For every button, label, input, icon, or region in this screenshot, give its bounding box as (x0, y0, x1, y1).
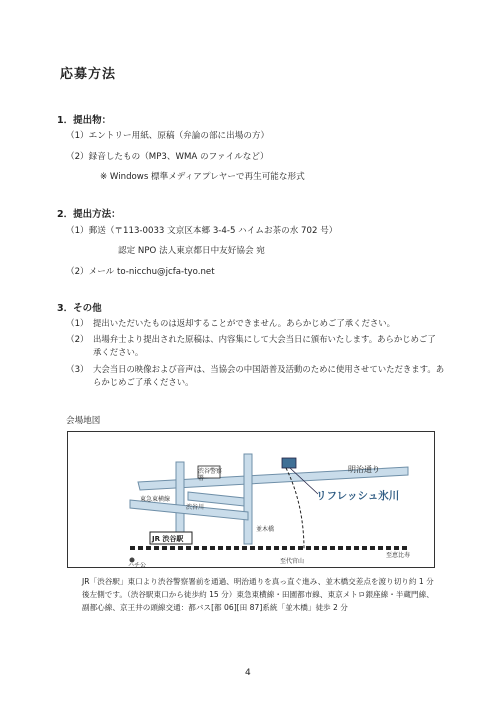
section2-item1b: 認定 NPO 法人東京都日中友好協会 宛 (118, 246, 265, 256)
section3-item2-text: 出場弁士より提出された原稿は、内容集にして大会当日に頒布いたします。あらかじめご了承ください。 (93, 334, 436, 357)
label-to-ebisu: 至恵比寿 (386, 552, 411, 559)
label-shibuya-river: 渋谷川 (186, 504, 205, 511)
label-police-station: 渋谷警察署 (198, 468, 223, 482)
section3-item1-text: 提出いただいたものは返却することができません。あらかじめご了承ください。 (93, 318, 396, 328)
section3-item2-number: （2） (66, 335, 89, 345)
label-venue: リフレッシュ氷川 (316, 490, 400, 502)
section2-item1: （1）郵送（〒113-0033 文京区本郷 3-4-5 ハイムお茶の水 702 号） (66, 226, 338, 236)
label-namiki: 並木橋 (256, 526, 275, 533)
map-heading: 会場地図 (66, 416, 101, 426)
section1-heading: 1．提出物： (57, 115, 112, 126)
section1-note: ※ Windows 標準メディアプレヤーで再生可能な形式 (100, 172, 305, 182)
label-hachiko: ハチ公 (128, 562, 147, 569)
section3-item3-text: 大会当日の映像および音声は、当協会の中国語普及活動のために使用させていただきます。あらかじめご了承ください。 (93, 364, 445, 387)
section2-heading: 2．提出方法： (57, 209, 121, 220)
section1-item1: （1）エントリー用紙、原稿（弁論の部に出場の方） (66, 131, 270, 141)
label-meiji-dori: 明治通り (348, 465, 380, 474)
venue-building (282, 458, 296, 468)
road-vertical-center (244, 454, 252, 544)
section3-heading: 3．その他 (57, 303, 102, 314)
page-title: 応募方法 (60, 67, 117, 82)
section3-item1-number: （1） (66, 319, 89, 329)
section2-item2: （2）メール to-nicchu@jcfa-tyo.net (66, 267, 215, 277)
section1-item2: （2）録音したもの（MP3、WMA のファイルなど） (66, 152, 269, 162)
page-number: 4 (245, 668, 251, 678)
label-to-daikanyama: 至代官山 (280, 558, 305, 565)
label-toyoko-line: 東急東横線 (140, 496, 171, 503)
label-shibuya-station: JR 渋谷駅 (152, 535, 184, 543)
section3-item3-number: （3） (66, 365, 89, 375)
directions-text: JR「渋谷駅」東口より渋谷警察署前を通過、明治通りを真っ直ぐ進み、並木橋交差点を渡り切り約 1 分後左側です。（渋谷駅東口から徒歩約 15 分）東急東横線・田園都市線、東京メトロ銀座線・半蔵門線、副都心線、京王井の頭線交通：都バス[都 06][田 87]系統「並木橋」徒歩 2 分 (82, 577, 434, 613)
venue-map (67, 431, 435, 568)
